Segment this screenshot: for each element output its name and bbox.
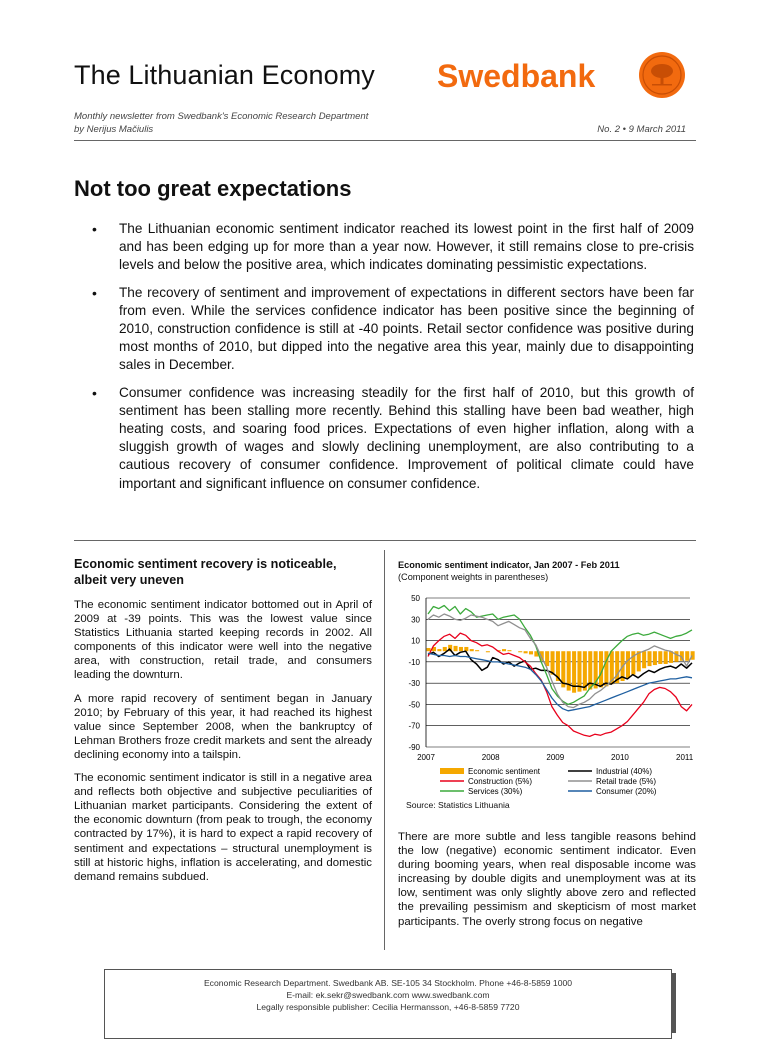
summary-bullet xyxy=(74,284,694,375)
chart-subtitle: (Component weights in parentheses) xyxy=(398,572,549,582)
issue-date: No. 2 • 9 March 2011 xyxy=(597,124,686,135)
sentiment-bar xyxy=(470,649,474,651)
article-headline: Not too great expectations xyxy=(74,176,352,201)
sentiment-bar xyxy=(626,651,630,678)
summary-bullets xyxy=(74,220,694,502)
body-paragraph: A more rapid recovery of sentiment began in January 2010; by February of this year, it had reached its highest value since September 2008, when the bankruptcy of Lehman Brothers froze credit markets and sent the already declining economy into a tailspin. xyxy=(74,692,372,761)
sentiment-bar xyxy=(642,651,646,668)
sentiment-bar xyxy=(459,647,463,651)
sentiment-bar xyxy=(551,651,555,674)
chart-source: Source: Statistics Lithuania xyxy=(406,800,510,810)
legend-label: Services (30%) xyxy=(468,787,523,796)
bullet-text: The recovery of sentiment and improvement of expectations in different sectors have been far from even. While the services confidence indicator has been positive since the beginning of 2010, construction confidence is still at -40 points. Retail sector confidence was positive during most months of 2010, but dipped into the negative area this year, mainly due to disappointing sales in December. xyxy=(119,284,694,373)
section-rule xyxy=(74,540,696,541)
sentiment-bar xyxy=(518,651,522,652)
bullet-dot-icon: • xyxy=(92,284,97,301)
x-tick-label: 2008 xyxy=(481,753,500,762)
legend-label: Consumer (20%) xyxy=(596,787,657,796)
sentiment-bar xyxy=(524,651,528,653)
body-paragraph: The economic sentiment indicator is still in a negative area and reflects both objective and subjective peculiarities of Lithuanian market participants. Considering the extent of the economic downturn (from peak to trough, the economy contracted by 17%), it is hard to expect a rapid recovery of sentiment and expectations – structural unemployment is still at historic highs, inflation is accelerating, and domestic demand remains subdued. xyxy=(74,772,372,883)
sentiment-bar xyxy=(545,651,549,666)
section-heading: Economic sentiment recovery is noticeable, albeit very uneven xyxy=(74,557,337,587)
bullet-dot-icon: • xyxy=(92,384,97,401)
y-tick-label: 10 xyxy=(411,636,420,646)
body-paragraph: The economic sentiment indicator bottomed out in April of 2009 at -39 points. This was the lowest value since Statistics Lithuania started keeping records in 2002. All components of this indicator were well into the negative area, with construction, retail trade, and consumers leading the downturn. xyxy=(74,599,372,682)
column-divider xyxy=(384,550,385,950)
sentiment-bar xyxy=(658,651,662,664)
sentiment-bar xyxy=(443,647,447,651)
newsletter-author: by Nerijus Mačiulis xyxy=(74,124,154,135)
bullet-text: Consumer confidence was increasing steadily for the first half of 2010, but this growth of sentiment has been stalling more recently. Behind this stalling have been bad weather, high heating costs, and soaring food prices. Expectations of even higher inflation, along with a sluggish growth of wages and slowly declining unemployment, are also contributing to a cautious recovery of consumer confidence. Improvement of political climate could have important and significant influence on consumer confidence. xyxy=(119,384,694,491)
x-tick-label: 2011 xyxy=(676,753,694,762)
y-tick-label: -90 xyxy=(408,743,420,752)
legend-label: Construction (5%) xyxy=(468,777,533,786)
legend-label: Retail trade (5%) xyxy=(596,777,657,786)
legend-label: Economic sentiment xyxy=(468,767,541,776)
footer xyxy=(104,977,672,1013)
footer-contact: E-mail: ek.sekr@swedbank.com www.swedbank.com xyxy=(286,990,490,1000)
sentiment-bar xyxy=(475,650,479,651)
swedbank-logo-text: Swedbank xyxy=(437,58,596,94)
summary-bullet xyxy=(74,220,694,275)
newsletter-byline xyxy=(74,110,368,136)
sentiment-bar xyxy=(427,648,431,651)
footer-address: Economic Research Department. Swedbank AB. SE-105 34 Stockholm. Phone +46-8-5859 1000 xyxy=(203,978,573,988)
sentiment-bar xyxy=(464,647,468,651)
legend-label: Industrial (40%) xyxy=(596,767,653,776)
sentiment-bar xyxy=(502,649,506,651)
sentiment-bar xyxy=(583,651,587,690)
footer-publisher: Legally responsible publisher: Cecilia Hermansson, +46-8-5859 7720 xyxy=(256,1002,520,1012)
chart-title: Economic sentiment indicator, Jan 2007 - Feb 2011 xyxy=(398,560,620,570)
sentiment-chart xyxy=(392,586,704,798)
summary-bullet xyxy=(74,384,694,493)
series-line-industrial xyxy=(428,649,692,687)
header-rule xyxy=(74,140,696,141)
x-tick-label: 2007 xyxy=(417,753,435,762)
x-tick-label: 2010 xyxy=(611,753,629,762)
legend-swatch xyxy=(440,768,464,774)
footer-shadow xyxy=(672,973,676,1033)
series-line-retail xyxy=(428,614,692,708)
y-tick-label: -70 xyxy=(408,721,420,731)
sentiment-bar xyxy=(529,651,533,654)
newsletter-source: Monthly newsletter from Swedbank's Economic Research Department xyxy=(74,111,369,122)
sentiment-bar xyxy=(437,649,441,651)
sentiment-bar xyxy=(647,651,651,666)
y-tick-label: -10 xyxy=(408,657,420,667)
sentiment-bar xyxy=(507,650,511,651)
left-column xyxy=(74,550,372,893)
y-tick-label: 50 xyxy=(411,594,420,603)
document-title: The Lithuanian Economy xyxy=(74,60,375,90)
sentiment-bar xyxy=(685,651,689,661)
sentiment-bar xyxy=(664,651,668,664)
sentiment-bar xyxy=(674,651,678,662)
x-tick-label: 2009 xyxy=(546,753,565,762)
body-paragraph: There are more subtle and less tangible reasons behind the low (negative) economic sentiment indicator. Even during booming years, when real disposable income was increasing by double digits and unemployment was at its low, sentiment was only slightly above zero and reflected the prevailing pessimism and skepticism of most market participants. The overly strong focus on negative xyxy=(398,831,696,928)
sentiment-bar xyxy=(486,651,490,652)
sentiment-bar xyxy=(653,651,657,665)
y-tick-label: 30 xyxy=(411,615,420,625)
bullet-dot-icon: • xyxy=(92,221,97,237)
swedbank-oak-seal-icon xyxy=(638,51,686,99)
bullet-text: The Lithuanian economic sentiment indicator reached its lowest point in the first half of 2009 and has been edging up for more than a year now. However, it still remains close to pre-crisis levels and below the positive area, which indicates dominating pessimistic expectations. xyxy=(119,221,694,273)
sentiment-bar xyxy=(454,646,458,651)
y-tick-label: -50 xyxy=(408,700,420,710)
y-tick-label: -30 xyxy=(408,679,420,689)
